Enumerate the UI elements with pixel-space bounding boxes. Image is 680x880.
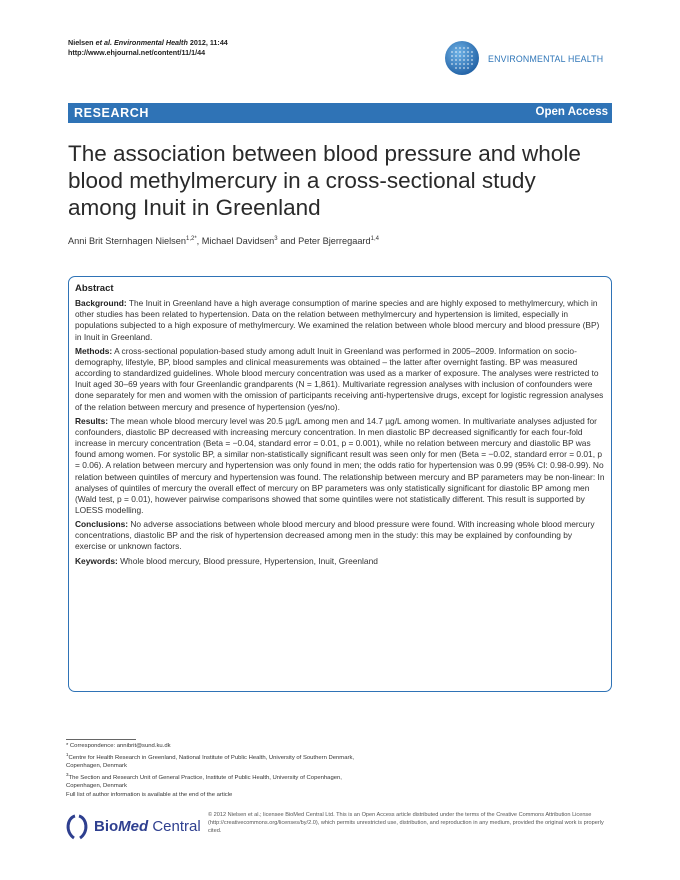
article-url[interactable]: http://www.ehjournal.net/content/11/1/44	[68, 48, 206, 57]
section-banner	[68, 103, 612, 123]
publisher-name: BioMed Central	[94, 818, 201, 835]
globe-dot	[455, 55, 457, 57]
abstract-results: Results: The mean whole blood mercury level was 20.5 µg/L among men and 14.7 µg/L among women. In multivariate analyses adjusted for confounders, diastolic BP decreased with increasing mercury concentration. In men diastolic BP decreased significantly for each four-fold increase in mercury concentration (Beta = −0.04, standard error = 0.01, p = 0.001), while no relation between mercury and diastolic BP was found among women. For systolic BP, a similar non-statistically significant result was seen only for men (Beta = −0.02, standard error = 0.01, p = 0.06). A relation between mercury and hypertension was only found in men; the odds ratio for hypertension was 0.99 (95% CI: 0.98-0.99). No relation between quintiles of mercury and hypertension was found. The relationship between mercury and BP parameters may be non-linear: In analyses of quintiles of mercury the overall effect of mercury on BP parameters was only statistically significant for diastolic BP among men (Wald test, p = 0.01), however pairwise comparisons showed that some quintiles were not statistically different. This result is supported by LOESS modelling.	[75, 415, 605, 515]
globe-dot	[455, 67, 457, 69]
affiliation: $^1$Centre for Health Research in Greenland, National Institute of Public Health, University of Southern Denmark, Copenhagen, Denmark	[66, 751, 355, 770]
globe-dot	[467, 55, 469, 57]
footnotes	[66, 739, 366, 800]
globe-dot	[471, 59, 473, 61]
journal-logo	[444, 40, 614, 76]
abstract-methods: Methods: A cross-sectional population-based study among adult Inuit in Greenland was performed in 2005–2009. Information on socio-demography, lifestyle, BP, blood samples and clinical measurements was obtained – the latter after overnight fasting. BP was measured according to standardized guidelines. Whole blood mercury concentration was used as a marker of exposure. The analyses were restricted to Inuit aged 30–69 years with four Greenlandic grandparents (N = 1,861). Multivariate regression analyses with inclusion of confounders were done separately for men and women with the omission of participants receiving anti-hypertensive drugs, except for logistic regression analyses of the relation between mercury and presence of hypertension (yes/no).	[75, 345, 604, 412]
globe-dot	[467, 67, 469, 69]
globe-dot	[451, 59, 453, 61]
author[interactable]: Michael Davidsen$^3$	[201, 236, 278, 247]
license-text: © 2012 Nielsen et al.; licensee BioMed Central Ltd. This is an Open Access article distributed under the terms of the Creative Commons Attribution License (http://creativecommons.org/licenses/by/2.0), which permits unrestricted use, distribution, and reproduction in any medium, provided the original work is properly cited.	[208, 812, 604, 835]
author-list: Anni Brit Sternhagen Nielsen$^{1,2*}$, Michael Davidsen$^3$ and Peter Bjerregaard$^{1,4}$	[68, 236, 379, 247]
abstract-keywords: Keywords: Whole blood mercury, Blood pressure, Hypertension, Inuit, Greenland	[75, 555, 378, 566]
open-access-label: Open Access	[535, 106, 608, 118]
abstract-box	[68, 276, 612, 692]
abstract-conclusions: Conclusions: No adverse associations between whole blood mercury and blood pressure were found. With increasing whole blood mercury concentrations, diastolic BP and the risk of hypertension decreased among men in the study: this may be explained by confounding by exercise or unknown factors.	[75, 519, 595, 552]
globe-dot	[455, 59, 457, 61]
globe-dot	[471, 63, 473, 65]
abstract-background: Background: The Inuit in Greenland have a high average consumption of marine species and are highly exposed to methylmercury, which in other studies has been related to hypertension. Data on the relation between methylmercury and hypertension is limited, especially in populations subjected to a high exposure of methylmercury. We examined the relation between whole blood mercury and blood pressure (BP) in Inuit in Greenland.	[75, 298, 600, 342]
globe-dot	[459, 63, 461, 65]
globe-dot	[467, 59, 469, 61]
author[interactable]: Anni Brit Sternhagen Nielsen$^{1,2*}$	[68, 236, 197, 247]
globe-dot	[467, 63, 469, 65]
correspondence: * Correspondence: annibrit@sund.ku.dk	[66, 743, 171, 749]
globe-icon	[444, 40, 480, 76]
publisher-logo	[62, 810, 202, 840]
globe-dot	[471, 51, 473, 53]
abstract-heading: Abstract	[75, 283, 114, 294]
globe-dot	[451, 63, 453, 65]
biomed-central-swoosh-icon	[62, 812, 92, 842]
globe-dot	[459, 59, 461, 61]
article-title: The association between blood pressure and whole blood methylmercury in a cross-sectional study among Inuit in Greenland	[68, 141, 581, 220]
globe-dot	[459, 67, 461, 69]
globe-dot	[455, 63, 457, 65]
globe-dot	[463, 63, 465, 65]
footnote-rule	[66, 739, 136, 740]
article-type: RESEARCH	[74, 106, 149, 120]
globe-dot	[467, 51, 469, 53]
citation: Nielsen et al. Environmental Health 2012, 11:44	[68, 38, 228, 47]
globe-dot	[463, 55, 465, 57]
author-info-note: Full list of author information is available at the end of the article	[66, 791, 233, 798]
globe-dot	[459, 55, 461, 57]
globe-dot	[463, 51, 465, 53]
globe-dot	[463, 59, 465, 61]
globe-dot	[451, 55, 453, 57]
globe-dot	[463, 47, 465, 49]
globe-dot	[463, 67, 465, 69]
journal-name: ENVIRONMENTAL HEALTH	[488, 54, 604, 64]
globe-dot	[455, 51, 457, 53]
author[interactable]: Peter Bjerregaard$^{1,4}$	[298, 236, 379, 247]
running-header	[68, 38, 228, 58]
globe-dot	[471, 55, 473, 57]
globe-dot	[451, 51, 453, 53]
globe-dot	[459, 51, 461, 53]
affiliation: $^3$The Section and Research Unit of General Practice, Institute of Public Health, University of Copenhagen, Copenhagen, Denmark	[66, 771, 342, 790]
globe-dot	[467, 47, 469, 49]
globe-dot	[455, 47, 457, 49]
globe-dot	[459, 47, 461, 49]
